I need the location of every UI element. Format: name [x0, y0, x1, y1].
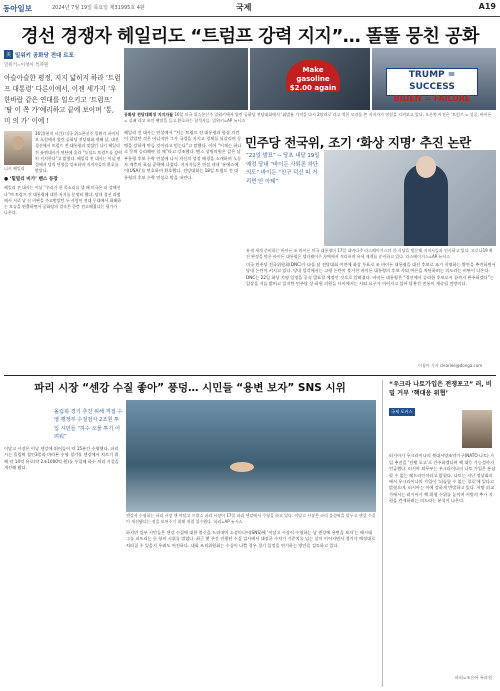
photo-caption-title: 공화당 전당대회장 지지자들 [124, 112, 174, 117]
portrait-row [4, 131, 122, 174]
portrait-caption: 니키 헤일리 [4, 165, 25, 171]
maga-hat: Make gasoline $2.00 again [286, 60, 340, 92]
photo-sign [372, 48, 496, 110]
dnc-subhead: “22일 발표” -- 당초 내달 19일 예정 당내 “바이든 사퇴론 차단 의도” 바이든 “친구 덕신 띠 거리면 안 아돼” [246, 153, 320, 185]
dnc-headline: 민주당 전국위, 조기 ‘화상 지명’ 추진 논란 [245, 135, 472, 150]
report-tag-title: 밀워키 공화당 전대 르포 [15, 52, 74, 59]
report-tag-row [4, 50, 122, 59]
section-divider [4, 375, 496, 376]
photo-grid [124, 48, 496, 110]
dnc-body: 미국 민주당 전국위원회(DNC)가 다음 달 전당대회 이전에 화상 투표로 조 바이든 대통령을 대선 후보로 조기 지명하는 방안을 추진하면서 당내 논란이 커지고 있다. 당내 일각에서는 고령 논란이 불거진 바이든 대통령의 후보 사퇴 여론을 차단하려는 의도라는 비판이 나온다. DNC는 22일 화상 지명 일정을 공식 발표할 예정인 것으로 알려졌다. 바이든 대통령은 “경선에서 승리한 후보로서 끝까지 완주하겠다”는 입장을 거듭 밝히고 있지만 민주당 상·하원 의원들 사이에서는 사퇴 요구가 이어지고 있어 당분간 진통이 계속될 전망이다. [246, 262, 496, 287]
paris-headline: 파리 시장 “센강 수질 좋아” 풍덩… 시민들 “용변 보자” SNS 시위 [34, 382, 346, 394]
page-number: A19 [478, 2, 496, 11]
photo-speaker [124, 48, 248, 110]
seine-photo [126, 400, 376, 512]
left-body-2: 헤일리 전 대사는 이날 “우리가 한 목소리를 낼 때 미국은 더 강해진다”며 트럼프 전 대통령에 대한 지지를 분명히 했다. 당내 경선 과정에서 서로 날 선 비판을 주고받았던 두 사람이 전대 무대에서 화해하는 모습을 연출하면서 공화당의 결속은 한층 견고해졌다는 평가가 나온다. [4, 185, 122, 216]
photo-hat [250, 48, 370, 110]
paris-body: 하지만 일부 시민들은 센강 수질에 대한 불신을 드러내며 소셜미디어(SNS)에 ‘이달고 시장이 수영하는 날 센강에 용변을 보자’는 해시태그를 퍼뜨리는 등 항의 시위를 벌였다. 최근 몇 주간 진행된 수질 검사에서 대장균 수치가 기준치를 넘는 날이 이어지면서 경기가 예정대로 치러질 수 있을지 우려도 여전하다. 대회 조직위원회는 수질이 나쁠 경우 경기 일정을 연기하는 방안을 검토하고 있다. [126, 530, 376, 548]
swimmer-figure [230, 462, 254, 472]
main-headline: 경선 경쟁자 헤일리도 “트럼프 강력 지지”… 똘똘 뭉친 공화 [21, 26, 479, 47]
masthead [0, 0, 500, 17]
column-author: 파리=조은아 특파원 [454, 675, 492, 680]
paris-left-body: 이달고 시장은 이날 센강에 뛰어들어 약 15분간 수영했다. 파리시는 올림픽 철인3종과 마라톤 수영 경기를 센강에서 치르기 위해 약 14억 유로(약 2조1000억 원)를 투입해 하수 처리 시설을 개선해 왔다. [4, 446, 119, 471]
biden-caption: 유세 재개 준비하는 바이든 조 바이든 미국 대통령이 17일 네바다주 라스베이거스의 한 식당을 방문해 지지자들과 인사하고 있다. 코로나19 확진 판정을 받은 바이든 대통령은 델라웨어주 자택에서 격리하며 유세 재개를 준비하고 있다. 라스베이거스=AP 뉴시스 [246, 248, 493, 259]
biden-photo [324, 150, 496, 246]
lede-text: 아슬아슬한 평정, 지지 넓히지 하라 ‘트럼프 대통령’ 다른이에서, 이젠 세가지 ‘우한바랍 같은 연대를 일으키고 ‘트럼프’ ‘탈 이 쪽 가’예리하고 끝에 보이며 ‘통, 미 의 가’ 이에 ! [4, 74, 121, 126]
photo-caption-text: 16일 미국 위스콘신주 밀워키에서 열린 공화당 전당대회에서 ‘휘발유 가격을 다시 2달러로’라고 적힌 모자를 쓴 지지자가 연설을 지켜보고 있다. 오른쪽 사진은 ‘트럼프 = 성공, 바이든 = 실패’라고 쓰인 팻말을 들고 환호하는 참석자들. 밀워키=AP 뉴시스 [124, 112, 492, 123]
newspaper-logo: 동아일보 [3, 4, 32, 13]
left-column [4, 50, 122, 216]
sign-line-2: BIDEN = FAILURE [393, 94, 471, 103]
issue-date: 2024년 7월 19일 목요일 제31995호 4판 [52, 5, 145, 11]
mid-left-body: 헤일리 전 대사는 연설에서 “저는 트럼프 전 대통령과 항상 의견이 같았던 것은 아니지만 그가 국경을 지키고 경제를 되살리며 동맹을 강하게 만들 것이라고 믿는다”고 말했다. 이어 “이제는 하나로 뭉쳐 승리해야 할 때”라고 강조했다. 밴스 상원의원은 같은 날 부통령 후보 수락 연설에 나서 자신의 성장 배경을 소개하며 노동자 계층의 표심 공략에 나섰다. 지지자들은 연설 내내 ‘유에스에이(USA)’를 연호하며 환호했다. 전당대회는 18일 트럼프 전 대통령의 후보 수락 연설로 막을 내린다. [124, 130, 242, 180]
sidebar-column [382, 380, 496, 687]
column-body: 러시아가 우크라이나의 북대서양조약기구(NATO·나토) 가입 추진을 ‘전쟁 포고’로 간주하겠다며 핵 대응 가능성까지 언급했다. 러시아 외무부는 우크라이나의 나토 가입은 용납할 수 없는 레드라인이라고 밝혔다. 나토는 지난 정상회의에서 우크라이나의 가입이 ‘되돌릴 수 없는 경로’에 있다고 밝혔으며, 러시아는 이에 강하게 반발하고 있다. 서방 외교가에서는 러시아가 핵 위협 수위를 높이며 서방의 추가 지원을 견제하려는 의도라는 분석이 나온다. [389, 453, 496, 504]
sign-line-1: TRUMP = SUCCESS [408, 70, 456, 92]
column-tag: 국제 포커스 [391, 409, 413, 415]
portrait-block [4, 131, 32, 174]
rally-sign [386, 68, 478, 103]
columnist-portrait [462, 410, 492, 448]
haley-portrait [4, 131, 32, 165]
section-title: 국제 [236, 3, 252, 12]
subhead-bullet: ● ‘힐빌리 비가’ 밴스 등장 [4, 177, 58, 183]
seine-caption: 센강서 수영하는 파리 시장 앤 이달고 프랑스 파리 시장이 17일 파리 센강에서 수영을 하고 있다. 이달고 시장은 파리 올림픽을 앞두고 센강 수질이 개선됐다는 점을 보여주기 위해 직접 입수했다. 파리=AP 뉴시스 [126, 513, 376, 524]
reporter-email: 이청아 기자 clearlee@donga.com [418, 363, 483, 368]
photo-caption [124, 112, 496, 123]
biden-head [416, 156, 436, 178]
mid-left-column [124, 130, 242, 181]
byline: 밀워키=이청아 특파원 [4, 63, 49, 68]
column-title: “우크라 나토가입은 전쟁포고” 러, 비밀 거부 ‘핵대응 위협’ [389, 381, 492, 398]
paris-subhead: 올림픽 경기 추진 위해 직접 수영 행정부 수질검사 2조원 투입 시민들 “하수 오물 투기 어려워” [54, 409, 123, 441]
left-body-1: 16일(현지 시간) 미국 위스콘신주 밀워키 파이서브 포럼에서 열린 공화당 전당대회 셋째 날, 대선 경선에서 트럼프 전 대통령과 맞섰던 니키 헤일리 전 유엔대사가 연단에 올라 “도널드 트럼프를 강력히 지지한다”고 밝혔다. 헤일리 전 대사는 이날 연설에서 당의 단합을 강조하며 지지자들의 환호를 받았다. [35, 130, 122, 174]
report-tag: 美 [6, 52, 12, 58]
